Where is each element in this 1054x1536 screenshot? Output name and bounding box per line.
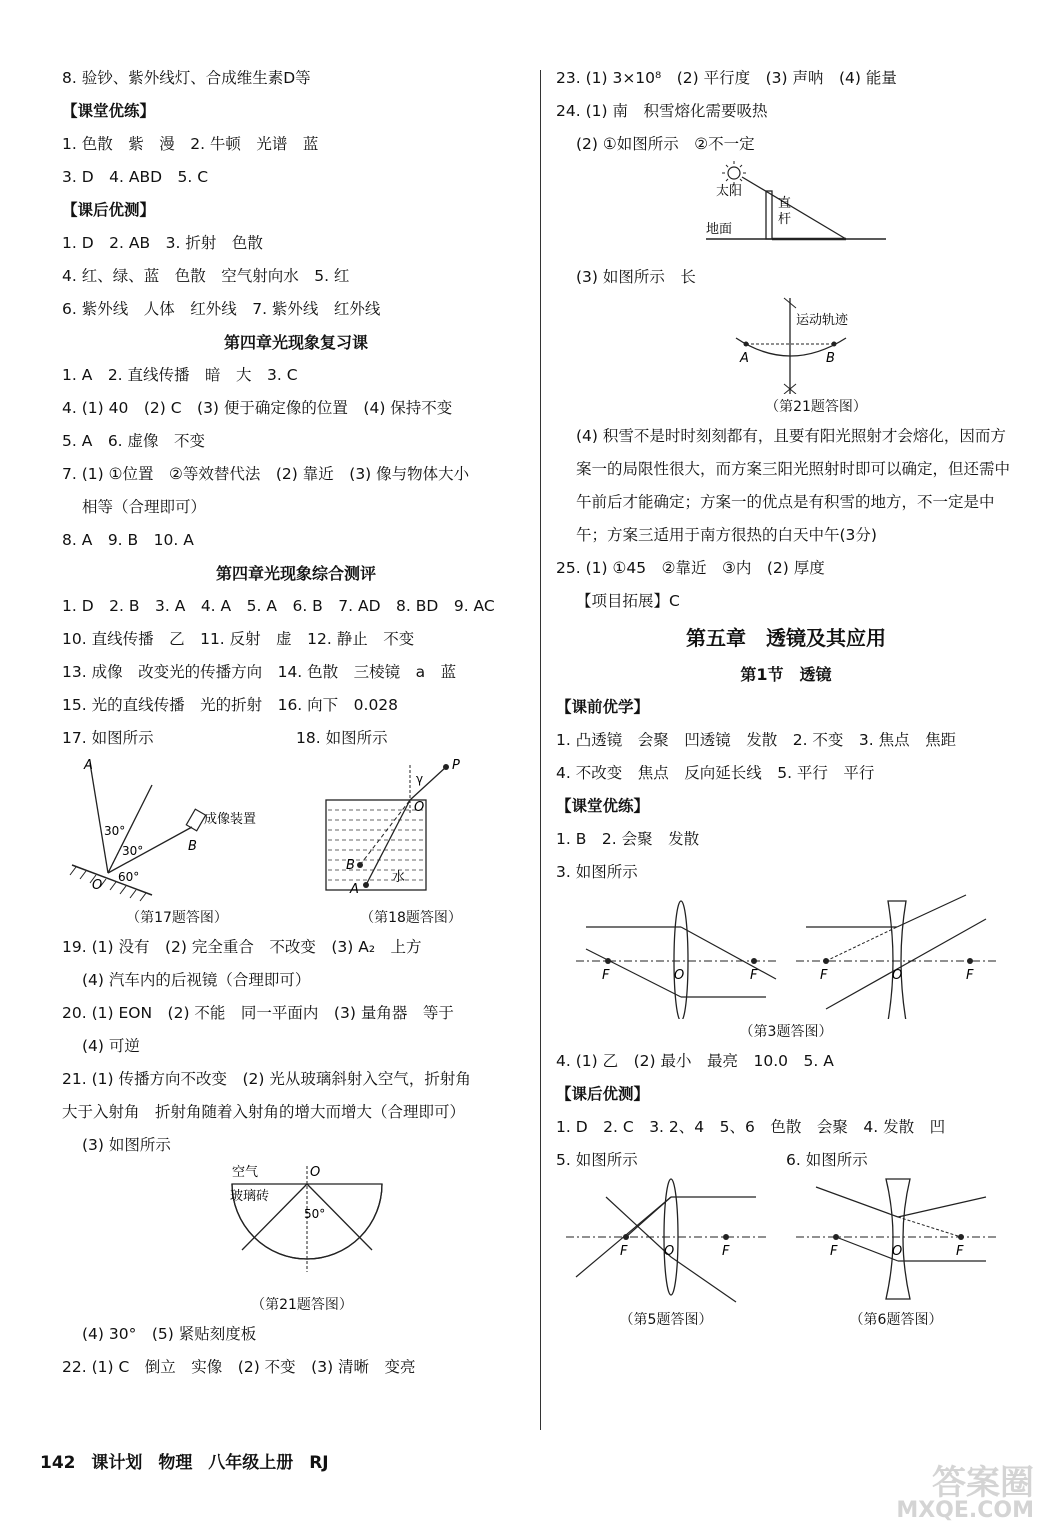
right-answers-5 (556, 1045, 1016, 1144)
answer-line: 10. 直线传播 乙 11. 反射 虚 12. 静止 不变 (62, 630, 415, 648)
answer-line: 5. A 6. 虚像 不变 (62, 432, 206, 450)
answer-line: (4) 汽车内的后视镜（合理即可） (82, 971, 311, 989)
answer-line: 【项目拓展】C (576, 592, 680, 610)
figure-24-track-svg (726, 294, 906, 394)
fig17-caption: （第17题答图） (126, 910, 228, 926)
section-heading: 【课后优测】 (62, 201, 156, 219)
fig24-ground: 地面 (706, 222, 733, 237)
fig3-O2: O (892, 968, 903, 983)
fig6-F1: F (830, 1244, 838, 1259)
answer-line: 大于入射角 折射角随着入射角的增大而增大（合理即可） (62, 1103, 466, 1121)
section-heading: 【课堂优练】 (556, 797, 650, 815)
fig3-F3: F (820, 968, 828, 983)
book-series: 课计划 (91, 1453, 143, 1473)
left-column (62, 62, 530, 1384)
fig17-A: A (84, 758, 93, 773)
answer-line: 1. D 2. C 3. 2、4 5、6 色散 会聚 4. 发散 凹 (556, 1118, 946, 1136)
answer-line: 24. (1) 南 积雪熔化需要吸热 (556, 102, 768, 120)
answer-line: (2) ①如图所示 ②不一定 (576, 135, 755, 153)
answer-line: 1. D 2. B 3. A 4. A 5. A 6. B 7. AD 8. BD 9. AC (62, 597, 495, 615)
figure-24-sun (706, 161, 1016, 261)
figure-21-left (172, 1162, 530, 1318)
page-footer (40, 1448, 339, 1473)
answer-line: 1. A 2. 直线传播 暗 大 3. C (62, 366, 298, 384)
answer-line: 25. (1) ①45 ②靠近 ③内 (2) 厚度 (556, 559, 825, 577)
figure-5-svg (556, 1177, 776, 1307)
figure-24-track (726, 294, 1016, 420)
section-heading: 【课堂优练】 (62, 102, 156, 120)
fig5-caption: （第5题答图） (619, 1312, 713, 1328)
fig5-O: O (664, 1244, 675, 1259)
fig24-caption: （第21题答图） (765, 399, 867, 415)
right-answers-4 (556, 691, 1016, 889)
fig24-A: A (740, 351, 749, 366)
q17-label: 17. 如图所示 (62, 729, 154, 747)
answer-line: 3. D 4. ABD 5. C (62, 168, 209, 186)
fig3-caption: （第3题答图） (739, 1024, 833, 1040)
fig5-F2: F (722, 1244, 730, 1259)
answer-line: 3. 如图所示 (556, 863, 638, 881)
answer-line: 15. 光的直线传播 光的折射 16. 向下 0.028 (62, 696, 399, 714)
figure-3 (556, 889, 1016, 1045)
book-grade: 八年级上册 (208, 1453, 294, 1473)
fig3-O1: O (674, 968, 685, 983)
fig24-track: 运动轨迹 (796, 313, 849, 328)
figure-17-svg (62, 755, 292, 905)
fig3-F4: F (966, 968, 974, 983)
fig18-P: P (452, 758, 460, 773)
answer-line: 22. (1) C 倒立 实像 (2) 不变 (3) 清晰 变亮 (62, 1358, 416, 1376)
figure-21-left-svg (172, 1162, 432, 1292)
fig18-water: 水 (392, 870, 406, 885)
section-title: 第1节 透镜 (740, 665, 832, 684)
chapter-subtitle: 第四章光现象综合测评 (215, 564, 376, 583)
watermark-site: MXQE.COM (896, 1498, 1034, 1523)
fig21-angle: 50° (304, 1207, 326, 1221)
left-answers-1 (62, 62, 530, 722)
answer-line: (4) 30° (5) 紧贴刻度板 (82, 1325, 257, 1343)
column-divider (540, 70, 541, 1430)
fig24-B: B (826, 351, 835, 366)
answer-line: (3) 如图所示 长 (576, 268, 696, 286)
fig17-B: B (188, 839, 197, 854)
page-number: 142 (40, 1453, 76, 1473)
answer-line: 6. 紫外线 人体 红外线 7. 紫外线 红外线 (62, 300, 381, 318)
fig18-A: A (350, 882, 359, 897)
fig17-angle1: 30° (104, 824, 126, 838)
fig24-pole1: 直 (778, 196, 792, 211)
fig17-device: 成像装置 (204, 812, 257, 827)
right-answers-1 (556, 62, 1016, 161)
fig17-O: O (92, 878, 103, 893)
fig5-F1: F (620, 1244, 628, 1259)
answer-line: 21. (1) 传播方向不改变 (2) 光从玻璃斜射入空气，折射角 (62, 1070, 471, 1088)
q5-label: 5. 如图所示 (556, 1151, 638, 1169)
q17-18-row (62, 722, 530, 755)
fig17-angle2: 30° (122, 844, 144, 858)
section-heading: 【课后优测】 (556, 1085, 650, 1103)
answer-line: 8. A 9. B 10. A (62, 531, 194, 549)
fig17-18-row (62, 755, 530, 931)
fig18-gamma: γ (416, 772, 424, 786)
fig6-O: O (892, 1244, 903, 1259)
answer-line: 13. 成像 改变光的传播方向 14. 色散 三棱镜 a 蓝 (62, 663, 457, 681)
fig3-F1: F (602, 968, 610, 983)
answer-line: 1. 凸透镜 会聚 凹透镜 发散 2. 不变 3. 焦点 焦距 (556, 731, 957, 749)
answer-line: 1. D 2. AB 3. 折射 色散 (62, 234, 263, 252)
fig17-angle3: 60° (118, 870, 140, 884)
answer-line: 相等（合理即可） (82, 498, 207, 516)
figure-24-sun-svg (706, 161, 906, 261)
answer-line: 4. 红、绿、蓝 色散 空气射向水 5. 红 (62, 267, 350, 285)
right-answers-3 (556, 552, 1016, 618)
answer-line: 7. (1) ①位置 ②等效替代法 (2) 靠近 (3) 像与物体大小 (62, 465, 470, 483)
figure-18-svg (296, 755, 526, 905)
watermark-brand: 答案圈 (932, 1463, 1034, 1503)
right-answers-2 (556, 261, 1016, 294)
fig6-caption: （第6题答图） (849, 1312, 943, 1328)
figure-5 (556, 1177, 786, 1333)
fig21-O: O (310, 1165, 321, 1180)
fig21-air: 空气 (232, 1165, 259, 1180)
answer-line: 19. (1) 没有 (2) 完全重合 不改变 (3) A₂ 上方 (62, 938, 422, 956)
answer-line: 8. 验钞、紫外线灯、合成维生素D等 (62, 69, 311, 87)
chapter-subtitle: 第四章光现象复习课 (223, 333, 368, 352)
answer-line: 1. 色散 紫 漫 2. 牛顿 光谱 蓝 (62, 135, 319, 153)
fig18-O: O (414, 800, 425, 815)
fig3-F2: F (750, 968, 758, 983)
answer-line: 4. 不改变 焦点 反向延长线 5. 平行 平行 (556, 764, 875, 782)
fig21-glass: 玻璃砖 (230, 1189, 270, 1204)
left-answers-2 (62, 931, 530, 1162)
answer-line: (3) 如图所示 (82, 1136, 171, 1154)
q5-6-row (556, 1144, 1016, 1177)
fig18-B: B (346, 858, 355, 873)
figure-6 (786, 1177, 1016, 1333)
fig6-F2: F (956, 1244, 964, 1259)
answer-line: 20. (1) EON (2) 不能 同一平面内 (3) 量角器 等于 (62, 1004, 454, 1022)
q18-label: 18. 如图所示 (296, 729, 388, 747)
q24-part4: (4) 积雪不是时时刻刻都有，且要有阳光照射才会熔化，因而方案一的局限性很大，而方案三阳光照射时即可以确定，但还需中午前后才能确定；方案一的优点是有积雪的地方，不一定是中午；方案三适用于南方很热的白天中午(3分) (576, 427, 1011, 544)
answer-line: (4) 可逆 (82, 1037, 140, 1055)
fig24-pole2: 杆 (778, 212, 792, 227)
fig21-caption: （第21题答图） (251, 1297, 353, 1313)
watermark (896, 1463, 1034, 1523)
book-subject: 物理 (158, 1453, 193, 1473)
fig24-sun: 太阳 (716, 184, 743, 199)
chapter-title: 第五章 透镜及其应用 (686, 626, 886, 650)
section-heading: 【课前优学】 (556, 698, 650, 716)
answer-line: 4. (1) 乙 (2) 最小 最亮 10.0 5. A (556, 1052, 834, 1070)
left-answers-3 (62, 1318, 530, 1384)
figure-17 (62, 755, 296, 931)
answer-line: 23. (1) 3×10⁸ (2) 平行度 (3) 声呐 (4) 能量 (556, 69, 897, 87)
book-edition: RJ (309, 1453, 329, 1473)
figure-6-svg (786, 1177, 1006, 1307)
fig18-caption: （第18题答图） (360, 910, 462, 926)
answer-line: 1. B 2. 会聚 发散 (556, 830, 700, 848)
fig5-6-row (556, 1177, 1016, 1333)
right-column (556, 62, 1016, 1333)
figure-3-svg (556, 889, 996, 1019)
q6-label: 6. 如图所示 (786, 1151, 868, 1169)
answer-line: 4. (1) 40 (2) C (3) 便于确定像的位置 (4) 保持不变 (62, 399, 453, 417)
figure-18 (296, 755, 530, 931)
